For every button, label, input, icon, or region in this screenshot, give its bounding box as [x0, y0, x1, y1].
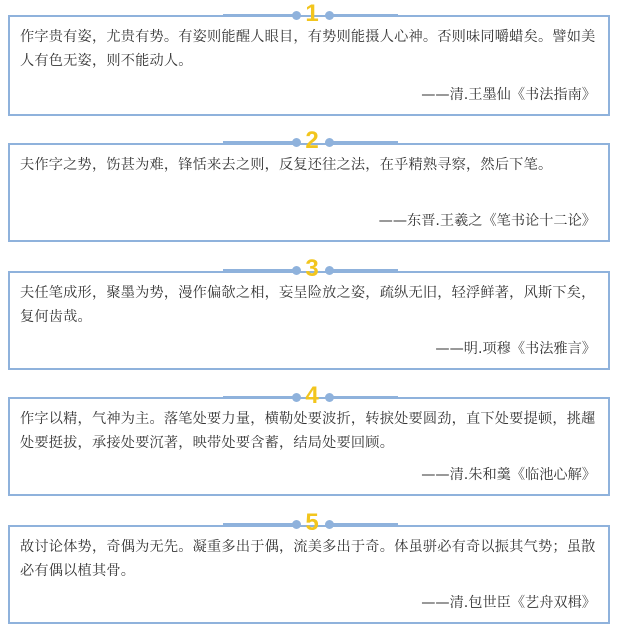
divider-line: [328, 141, 398, 144]
divider-line: [223, 141, 293, 144]
quote-number-header: [8, 511, 610, 537]
quote-text: 夫任笔成形，聚墨为势，漫作偏欹之相，妄呈险放之姿，疏纵无旧，轻浮鲜著，风斯下矣，复何齿哉。: [20, 285, 596, 325]
quote-text: 故讨论体势，奇偶为无先。凝重多出于偶，流美多出于奇。体虽骈必有奇以振其气势；虽散必有偶以植其骨。: [20, 539, 596, 579]
divider-line: [328, 14, 398, 17]
quote-text: 作字以精，气神为主。落笔处要力量，横勒处要波折，转捩处要圆劲，直下处要提顿，挑趯处要挺拔，承接处要沉著，映带处要含蓄，结局处要回顾。: [20, 411, 596, 451]
quote-number: 4: [305, 382, 319, 409]
divider-line: [223, 396, 293, 399]
quote-number: 3: [305, 255, 319, 282]
quote-block-1: [8, 2, 610, 116]
divider-line: [328, 396, 398, 399]
quote-source: ——清.朱和羹《临池心解》: [421, 467, 596, 483]
quote-number: 2: [305, 127, 319, 154]
quote-block-2: [8, 129, 610, 242]
divider-line: [223, 523, 293, 526]
quote-number-header: [8, 257, 610, 283]
quote-block-5: [8, 511, 610, 624]
quote-block-3: [8, 257, 610, 370]
quote-text: 夫作字之势，饬甚为难，锋恬来去之则，反复还往之法，在乎精熟寻察，然后下笔。: [20, 157, 553, 173]
quote-box: [8, 397, 610, 496]
quote-box: [8, 15, 610, 116]
quote-source: ——东晋.王羲之《笔书论十二论》: [378, 213, 596, 229]
quote-source: ——明.项穆《书法雅言》: [435, 341, 596, 357]
quote-box: [8, 525, 610, 624]
quote-box: [8, 271, 610, 370]
quote-number: 5: [305, 509, 319, 536]
quote-source: ——清.包世臣《艺舟双楫》: [421, 595, 596, 611]
quote-number: 1: [305, 0, 319, 27]
quote-box: [8, 143, 610, 242]
divider-line: [223, 14, 293, 17]
divider-line: [328, 523, 398, 526]
quote-text: 作字贵有姿，尤贵有势。有姿则能醒人眼目，有势则能摄人心神。否则味同嚼蜡矣。譬如美人有色无姿，则不能动人。: [20, 29, 596, 69]
divider-line: [223, 269, 293, 272]
quote-number-header: [8, 129, 610, 155]
quote-source: ——清.王墨仙《书法指南》: [421, 87, 596, 103]
quote-number-header: [8, 2, 610, 28]
quote-number-header: [8, 384, 610, 410]
quote-block-4: [8, 384, 610, 496]
divider-line: [328, 269, 398, 272]
